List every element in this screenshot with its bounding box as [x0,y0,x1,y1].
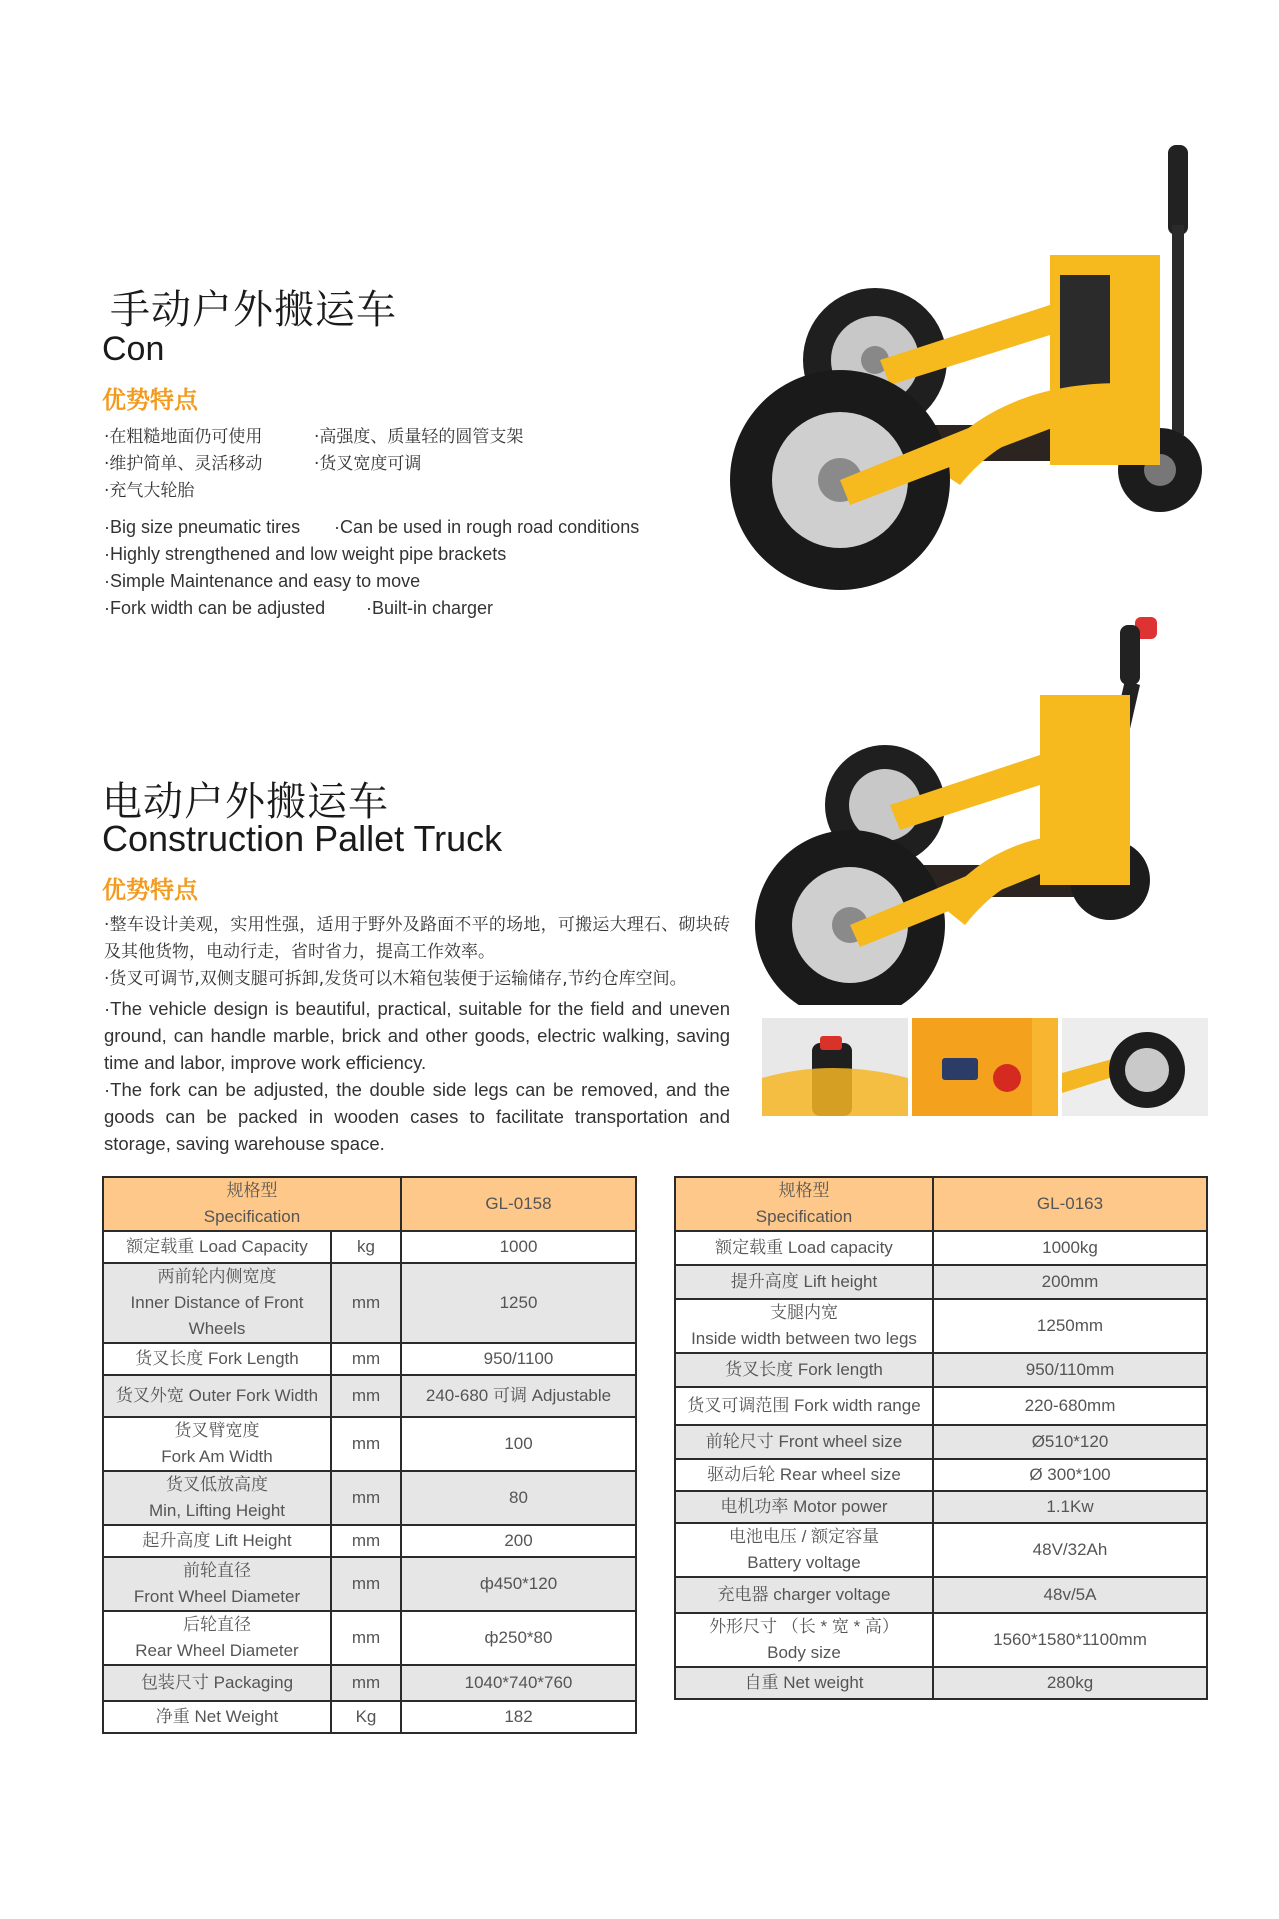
spec-name-line: 起升高度 Lift Height [142,1531,292,1550]
table-row [675,1387,1207,1425]
spec-unit-line: mm [351,1531,381,1550]
manual-features-cn [104,424,523,505]
spec-value-line: 950/1100 [483,1349,554,1368]
spec-name-line: 额定载重 Load Capacity [126,1237,308,1256]
spec-value-line: Ø 300*100 [1029,1465,1111,1484]
spec-value-line: ф450*120 [479,1574,558,1593]
spec-name-line: 后轮直径 [183,1615,251,1634]
spec-value [401,1701,636,1733]
battery-meter [942,1058,978,1080]
spec-unit [331,1375,401,1417]
spec-value-line: 182 [504,1707,533,1726]
spec-name-line: 充电器 charger voltage [717,1585,891,1604]
spec-name [675,1667,933,1699]
feature-item: ·维护简单、灵活移动 [104,454,263,474]
feature-row [104,541,639,568]
manual-features-en [104,514,639,622]
model-name: GL-0163 [933,1177,1207,1231]
table-row [103,1471,636,1525]
spec-name-line: Min, Lifting Height [148,1501,286,1520]
description-cn-2: ·货叉可调节,双侧支腿可拆卸,发货可以木箱包装便于运输储存,节约仓库空间。 [104,969,687,989]
spec-value [401,1471,636,1525]
spec-value [401,1375,636,1417]
spec-value-line: 1040*740*760 [464,1673,573,1692]
spec-name [675,1491,933,1523]
spec-header-en: Specification [755,1207,853,1226]
spec-name-line: Battery voltage [747,1553,861,1572]
model-name: GL-0158 [401,1177,636,1231]
spec-name-line: 支腿内宽 [770,1303,838,1322]
table-row [103,1343,636,1375]
detail-photo-panel [912,1018,1058,1116]
spec-name-line: 驱动后轮 Rear wheel size [707,1465,901,1484]
table-header-row [675,1177,1207,1231]
feature-item: ·Can be used in rough road conditions [334,517,640,537]
spec-header-label [675,1177,933,1231]
table-row [103,1231,636,1263]
table-row [675,1353,1207,1387]
spec-value [933,1459,1207,1491]
electric-title-en: Construction Pallet Truck [102,818,503,859]
spec-value [401,1343,636,1375]
feature-row [104,478,523,505]
spec-name [675,1299,933,1353]
spec-value-line: 200mm [1041,1272,1099,1291]
spec-unit [331,1231,401,1263]
spec-name [675,1231,933,1265]
spec-value [933,1231,1207,1265]
spec-name-line: 货叉可调范围 Fork width range [687,1396,921,1415]
spec-value [933,1523,1207,1577]
spec-name-line: 前轮尺寸 Front wheel size [705,1432,903,1451]
feature-item: ·在粗糙地面仍可使用 [104,427,263,447]
spec-name-line: Inside width between two legs [691,1329,917,1348]
spec-value-line: 1560*1580*1100mm [993,1630,1147,1649]
feature-row [104,451,523,478]
handle-grip [1120,625,1140,685]
table-row [675,1523,1207,1577]
spec-value [933,1577,1207,1613]
table-row [103,1417,636,1471]
spec-name [103,1557,331,1611]
spec-header-en: Specification [203,1207,301,1226]
spec-unit-line: mm [351,1488,381,1507]
feature-item: ·Built-in charger [366,598,494,618]
spec-unit [331,1417,401,1471]
electric-title-cn: 电动户外搬运车 [102,779,389,825]
spec-value [401,1665,636,1701]
spec-value-line: 1000kg [1042,1238,1098,1257]
spec-unit [331,1525,401,1557]
spec-name [675,1425,933,1459]
spec-unit [331,1471,401,1525]
manual-title-cn: 手动户外搬运车 [110,287,397,333]
spec-unit-line: Kg [355,1707,377,1726]
spec-name [675,1613,933,1667]
feature-row [104,424,523,451]
spec-name [103,1701,331,1733]
spec-value-line: 1250 [499,1293,538,1312]
spec-value [933,1613,1207,1667]
spec-unit [331,1557,401,1611]
table-row [675,1231,1207,1265]
spec-unit-line: kg [357,1237,375,1256]
detail-photo-control [762,1018,908,1116]
table-row [675,1491,1207,1523]
table-row [103,1263,636,1343]
spec-name-line: 额定载重 Load capacity [715,1238,893,1257]
table-row [103,1611,636,1665]
spec-table-gl-0163 [674,1176,1208,1700]
description-cn-1: ·整车设计美观，实用性强，适用于野外及路面不平的场地，可搬运大理石、砌块砖及其他货物，电动行走，省时省力，提高工作效率。 [104,915,730,962]
description-en-2: ·The fork can be adjusted, the double side legs can be removed, and the goods can be packed in wooden cases to facilitate transportation and storage, saving warehouse space. [104,1079,730,1154]
spec-name [675,1523,933,1577]
spec-name-line: 前轮直径 [183,1561,251,1580]
wheel-rim [1125,1048,1169,1092]
spec-value [401,1525,636,1557]
table-header-row [103,1177,636,1231]
spec-name [675,1265,933,1299]
spec-value [401,1417,636,1471]
spec-name [103,1343,331,1375]
table-row [675,1265,1207,1299]
spec-name [103,1471,331,1525]
spec-unit-line: mm [351,1293,381,1312]
spec-name [675,1353,933,1387]
spec-header-cn: 规格型 [778,1181,830,1200]
spec-value-line: 80 [509,1488,528,1507]
spec-value [933,1667,1207,1699]
spec-name-line: 货叉长度 Fork Length [135,1349,299,1368]
spec-name [675,1387,933,1425]
manual-pallet-truck-image [720,135,1210,615]
feature-row [104,595,639,622]
table-row [103,1375,636,1417]
spec-name-line: 货叉臂宽度 [174,1421,260,1440]
spec-value-line: 100 [504,1434,533,1453]
spec-value [933,1387,1207,1425]
spec-value [933,1425,1207,1459]
spec-unit [331,1611,401,1665]
feature-item: ·高强度、质量轻的圆管支架 [314,427,524,447]
spec-name-line: 货叉长度 Fork length [725,1360,883,1379]
spec-name-line: 外形尺寸 （长 * 宽 * 高） [709,1617,899,1636]
spec-name-line: 电池电压 / 额定容量 [728,1527,880,1546]
spec-value [401,1231,636,1263]
spec-table-gl-0158 [102,1176,637,1734]
spec-value [401,1263,636,1343]
spec-name-line: 净重 Net Weight [155,1707,279,1726]
spec-name [675,1577,933,1613]
spec-value-line: 200 [504,1531,533,1550]
description-en-1: ·The vehicle design is beautiful, practical, suitable for the field and uneven ground, can handle marble, brick and other goods, electric walking, saving time and labor, improve work efficiency. [104,998,730,1073]
table-row [103,1557,636,1611]
spec-value [933,1491,1207,1523]
spec-name-line: Wheels [188,1319,246,1338]
feature-item: ·Simple Maintenance and easy to move [104,571,421,591]
electric-description [104,912,730,1157]
spec-unit-line: mm [351,1349,381,1368]
handle-shaft [1172,225,1184,435]
spec-unit-line: mm [351,1628,381,1647]
spec-value-line: 220-680mm [1024,1396,1116,1415]
spec-name [103,1263,331,1343]
emergency-button [820,1036,842,1050]
table-row [675,1613,1207,1667]
table-row [103,1665,636,1701]
spec-name [103,1611,331,1665]
spec-value [401,1557,636,1611]
table-row [675,1459,1207,1491]
spec-name-line: Body size [767,1643,841,1662]
spec-name-line: 货叉外宽 Outer Fork Width [115,1386,319,1405]
spec-name [675,1459,933,1491]
spec-name [103,1525,331,1557]
spec-name [103,1375,331,1417]
handle-bar [762,1068,908,1116]
table-row [103,1525,636,1557]
spec-value-line: 1250mm [1036,1316,1104,1335]
spec-unit [331,1665,401,1701]
feature-row [104,568,639,595]
feature-row [104,514,639,541]
spec-unit-line: mm [351,1434,381,1453]
spec-unit [331,1701,401,1733]
spec-unit-line: mm [351,1574,381,1593]
spec-value [401,1611,636,1665]
spec-value-line: Ø510*120 [1031,1432,1109,1451]
table-row [675,1425,1207,1459]
feature-item: ·充气大轮胎 [104,481,195,501]
spec-value-line: 1.1Kw [1046,1497,1094,1516]
spec-value-line: ф250*80 [484,1628,553,1647]
spec-name-line: 货叉低放高度 [166,1475,268,1494]
spec-value-line: 1000 [499,1237,538,1256]
key-switch [993,1064,1021,1092]
feature-item: ·Highly strengthened and low weight pipe brackets [104,544,507,564]
spec-name [103,1231,331,1263]
spec-name-line: 两前轮内侧宽度 [157,1267,277,1286]
spec-value-line: 48v/5A [1043,1585,1097,1604]
spec-name-line: 包装尺寸 Packaging [140,1673,294,1692]
detail-photo-wheel [1062,1018,1208,1116]
spec-value-line: 280kg [1046,1673,1094,1692]
table-row [103,1701,636,1733]
electric-subtitle: 优势特点 [102,876,198,904]
spec-value-line: 240-680 可调 Adjustable [425,1386,612,1405]
spec-value [933,1265,1207,1299]
manual-title-en: Con [102,330,165,368]
spec-name-line: 提升高度 Lift height [730,1272,878,1291]
spec-unit [331,1263,401,1343]
spec-header-cn: 规格型 [226,1181,278,1200]
feature-item: ·Fork width can be adjusted [104,598,326,618]
table-row [675,1577,1207,1613]
spec-unit-line: mm [351,1673,381,1692]
feature-item: ·Big size pneumatic tires [104,517,301,537]
electric-pallet-truck-image [740,605,1160,1005]
spec-value [933,1299,1207,1353]
spec-name-line: Front Wheel Diameter [133,1587,301,1606]
spec-name-line: Inner Distance of Front [130,1293,304,1312]
spec-value [933,1353,1207,1387]
spec-name-line: 自重 Net weight [744,1673,864,1692]
table-row [675,1299,1207,1353]
manual-subtitle: 优势特点 [102,386,198,414]
frame-edge [1032,1018,1058,1116]
spec-value-line: 48V/32Ah [1032,1540,1108,1559]
spec-unit-line: mm [351,1386,381,1405]
spec-value-line: 950/110mm [1025,1360,1115,1379]
spec-header-label [103,1177,401,1231]
spec-name [103,1417,331,1471]
spec-name-line: Rear Wheel Diameter [135,1641,299,1660]
spec-name-line: 电机功率 Motor power [720,1497,888,1516]
spec-name-line: Fork Am Width [161,1447,273,1466]
spec-unit [331,1343,401,1375]
table-row [675,1667,1207,1699]
spec-name [103,1665,331,1701]
handle-grip [1168,145,1188,235]
feature-item: ·货叉宽度可调 [314,454,422,474]
